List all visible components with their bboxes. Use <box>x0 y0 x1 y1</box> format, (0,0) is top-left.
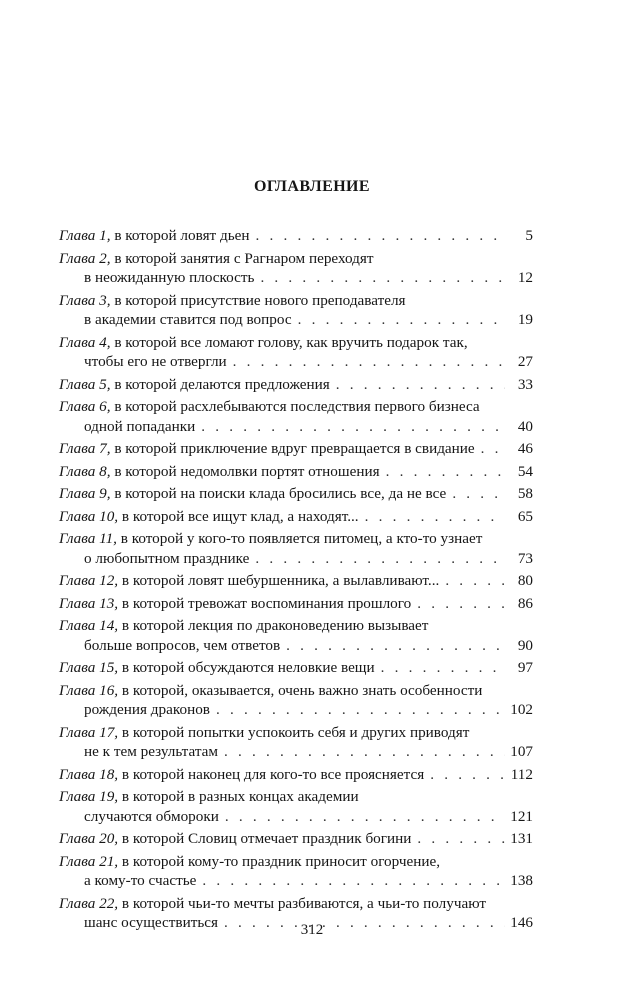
toc-entry[interactable] <box>59 529 533 568</box>
toc-page-number: 12 <box>517 269 533 286</box>
page-number: 312 <box>300 922 324 938</box>
toc-page-number: 46 <box>517 440 533 457</box>
toc-page-number: 90 <box>517 636 533 654</box>
chapter-description: в которой в разных концах академии <box>121 788 359 805</box>
toc-entry-line <box>59 375 533 395</box>
dot-leader <box>336 375 505 395</box>
toc-entry-line <box>59 529 533 549</box>
toc-entry-line <box>59 417 533 437</box>
dot-leader <box>417 594 505 614</box>
chapter-description: а кому-то счастье <box>84 872 197 889</box>
toc-entry-text <box>59 658 375 678</box>
toc-page-number: 19 <box>517 311 533 328</box>
chapter-description: случаются обмороки <box>84 807 219 825</box>
toc-entry[interactable] <box>59 226 533 246</box>
toc-page-number: 33 <box>517 375 533 393</box>
dot-leader <box>286 636 505 656</box>
toc-entry-line <box>59 397 533 417</box>
chapter-label: Глава 3, <box>59 291 111 309</box>
toc-entry-line <box>59 268 533 288</box>
toc-page-number: 65 <box>517 507 533 525</box>
chapter-label: Глава 6, <box>59 398 111 415</box>
toc-entry-line <box>59 484 533 504</box>
dot-leader <box>255 549 505 569</box>
toc-page-number: 146 <box>510 914 533 931</box>
toc-entry[interactable] <box>59 787 533 826</box>
chapter-label: Глава 15, <box>59 659 119 676</box>
toc-entry-text <box>59 765 424 785</box>
chapter-label: Глава 10, <box>59 507 119 525</box>
chapter-description: в которой ловят шебуршенника, а вылавливают... <box>121 572 440 589</box>
toc-entry-line <box>59 852 533 872</box>
toc-page-number: 97 <box>517 659 533 676</box>
toc-entry[interactable] <box>59 249 533 288</box>
dot-leader <box>417 829 505 849</box>
dot-leader <box>256 226 505 246</box>
toc-entry-line <box>59 571 533 591</box>
toc-entry-line <box>59 723 533 743</box>
chapter-description: в которой занятия с Рагнаром переходят <box>114 249 374 267</box>
toc-page-number: 54 <box>517 462 533 480</box>
chapter-description: в которой тревожат воспоминания прошлого <box>121 594 412 612</box>
toc-entry-text <box>59 682 482 699</box>
dot-leader <box>225 807 505 827</box>
toc-entry-text <box>59 375 330 395</box>
chapter-label: Глава 4, <box>59 333 111 351</box>
toc-page-number: 107 <box>510 743 533 760</box>
chapter-description: в которой ловят дьен <box>114 227 250 244</box>
chapter-label: Глава 5, <box>59 375 111 393</box>
toc-entry-text <box>59 788 359 805</box>
toc-page-number: 73 <box>517 549 533 567</box>
toc-entry-text <box>59 724 469 741</box>
chapter-description: рождения драконов <box>84 701 210 718</box>
toc-entry[interactable] <box>59 439 533 459</box>
toc-entry-line <box>59 549 533 569</box>
chapter-label: Глава 19, <box>59 788 119 805</box>
toc-page-number: 27 <box>517 353 533 370</box>
toc-page-number: 86 <box>517 594 533 612</box>
toc-entry-line <box>59 787 533 807</box>
toc-entry[interactable] <box>59 397 533 436</box>
chapter-description: в которой лекция по драконоведению вызывает <box>121 617 429 634</box>
toc-entry-line <box>59 700 533 720</box>
toc-entry-line <box>59 333 533 353</box>
toc-entry-text <box>59 594 411 614</box>
toc-entry-text <box>59 484 446 504</box>
chapter-label: Глава 11, <box>59 530 117 547</box>
toc-entry-line <box>59 681 533 701</box>
toc-entry-text <box>84 268 254 288</box>
chapter-description: чтобы его не отвергли <box>84 353 227 370</box>
toc-entry-text <box>59 226 250 246</box>
dot-leader <box>201 417 505 437</box>
toc-entry-line <box>59 507 533 527</box>
toc-page-number: 58 <box>517 485 533 502</box>
chapter-description: в которой наконец для кого-то все проясняется <box>121 765 425 783</box>
chapter-description: в которой все ищут клад, а находят... <box>121 507 359 525</box>
chapter-label: Глава 18, <box>59 765 119 783</box>
dot-leader <box>202 871 505 891</box>
toc-entry-text <box>59 292 406 309</box>
toc-page-number: 80 <box>517 572 533 589</box>
chapter-label: Глава 22, <box>59 894 119 912</box>
toc-entry-line <box>59 765 533 785</box>
chapter-description: в которой Словиц отмечает праздник богини <box>121 830 412 847</box>
table-of-contents <box>59 226 533 936</box>
dot-leader <box>233 352 505 372</box>
dot-leader <box>386 462 505 482</box>
chapter-description: в академии ставится под вопрос <box>84 311 292 328</box>
toc-entry-text <box>59 895 486 912</box>
toc-entry-line <box>59 594 533 614</box>
toc-entry[interactable] <box>59 852 533 891</box>
chapter-description: в которой кому-то праздник приносит огорчение, <box>121 852 441 870</box>
chapter-label: Глава 8, <box>59 462 111 480</box>
dot-leader <box>365 507 505 527</box>
toc-entry-text <box>59 462 380 482</box>
toc-entry-text <box>59 250 373 267</box>
chapter-description: в которой у кого-то появляется питомец, а кто-то узнает <box>120 530 483 547</box>
chapter-description: шанс осуществиться <box>84 914 218 931</box>
toc-entry[interactable] <box>59 571 533 591</box>
chapter-description: в которой все ломают голову, как вручить подарок так, <box>114 333 468 351</box>
chapter-description: не к тем результатам <box>84 743 219 760</box>
toc-entry-line <box>59 871 533 891</box>
toc-page-number: 121 <box>510 807 533 825</box>
chapter-description: в которой недомолвки портят отношения <box>114 462 380 480</box>
toc-entry-text <box>84 352 227 372</box>
chapter-label: Глава 14, <box>59 617 119 634</box>
toc-entry-line <box>59 462 533 482</box>
chapter-label: Глава 7, <box>59 440 111 457</box>
chapter-label: Глава 21, <box>59 852 119 870</box>
toc-page-number: 40 <box>517 417 533 435</box>
toc-entry-text <box>59 853 440 870</box>
toc-entry-text <box>59 829 411 849</box>
toc-page-number: 102 <box>510 701 533 718</box>
toc-page-number: 131 <box>510 830 533 847</box>
dot-leader <box>430 765 505 785</box>
toc-entry-text <box>59 398 480 415</box>
toc-entry-text <box>59 530 482 547</box>
toc-entry-line <box>59 742 533 762</box>
chapter-description: больше вопросов, чем ответов <box>84 636 281 654</box>
toc-entry-text <box>84 807 219 827</box>
toc-entry-text <box>84 417 195 437</box>
toc-entry-text <box>84 549 249 569</box>
dot-leader <box>298 310 505 330</box>
toc-entry-text <box>84 310 292 330</box>
toc-entry-text <box>59 617 428 634</box>
toc-entry-text <box>59 571 439 591</box>
toc-entry-text <box>59 439 475 459</box>
toc-entry-line <box>59 439 533 459</box>
toc-entry[interactable] <box>59 291 533 330</box>
toc-entry[interactable] <box>59 681 533 720</box>
toc-entry-text <box>84 700 210 720</box>
toc-entry[interactable] <box>59 829 533 849</box>
chapter-description: в которой, оказывается, очень важно знать особенности <box>121 681 483 699</box>
toc-entry-line <box>59 291 533 311</box>
chapter-label: Глава 9, <box>59 485 111 502</box>
chapter-label: Глава 1, <box>59 227 111 244</box>
toc-entry-text <box>84 871 196 891</box>
dot-leader <box>452 484 505 504</box>
chapter-label: Глава 20, <box>59 830 119 847</box>
toc-entry[interactable] <box>59 723 533 762</box>
dot-leader <box>216 700 505 720</box>
toc-entry-line <box>59 829 533 849</box>
toc-entry-line <box>59 658 533 678</box>
chapter-description: в которой чьи-то мечты разбиваются, а чьи-то получают <box>121 894 487 912</box>
toc-entry[interactable] <box>59 484 533 504</box>
dot-leader <box>445 571 505 591</box>
dot-leader <box>260 268 505 288</box>
toc-entry-line <box>59 807 533 827</box>
toc-entry-line <box>59 352 533 372</box>
chapter-label: Глава 13, <box>59 594 119 612</box>
toc-entry-line <box>59 249 533 269</box>
toc-entry[interactable] <box>59 658 533 678</box>
dot-leader <box>481 439 505 459</box>
toc-entry-text <box>84 636 280 656</box>
chapter-description: в которой приключение вдруг превращается в свидание <box>114 440 475 457</box>
toc-entry-line <box>59 616 533 636</box>
toc-entry-line <box>59 636 533 656</box>
chapter-description: в которой расхлебываются последствия первого бизнеса <box>114 398 480 415</box>
chapter-description: одной попаданки <box>84 417 196 435</box>
chapter-description: в которой попытки успокоить себя и других приводят <box>121 723 470 741</box>
chapter-label: Глава 12, <box>59 572 119 589</box>
chapter-description: в которой обсуждаются неловкие вещи <box>121 659 375 676</box>
toc-entry[interactable] <box>59 616 533 655</box>
toc-page-number: 138 <box>510 872 533 889</box>
dot-leader <box>381 658 505 678</box>
toc-entry-line <box>59 894 533 914</box>
toc-page-number: 112 <box>510 765 533 783</box>
toc-entry[interactable] <box>59 333 533 372</box>
toc-entry[interactable] <box>59 507 533 527</box>
chapter-description: о любопытном празднике <box>84 549 250 567</box>
toc-entry-line <box>59 226 533 246</box>
chapter-label: Глава 16, <box>59 681 119 699</box>
toc-entry-text <box>59 334 468 351</box>
dot-leader <box>224 742 505 762</box>
toc-entry-text <box>84 742 218 762</box>
toc-entry[interactable] <box>59 375 533 395</box>
toc-entry-text <box>59 507 359 527</box>
toc-page-number: 5 <box>525 227 533 244</box>
chapter-label: Глава 17, <box>59 723 119 741</box>
chapter-description: в которой присутствие нового преподавателя <box>114 291 406 309</box>
chapter-description: в которой на поиски клада бросились все, да не все <box>114 485 447 502</box>
page-title: ОГЛАВЛЕНИЕ <box>254 178 370 195</box>
toc-entry[interactable] <box>59 594 533 614</box>
toc-entry[interactable] <box>59 462 533 482</box>
toc-entry-line <box>59 310 533 330</box>
chapter-description: в неожиданную плоскость <box>84 269 255 286</box>
toc-entry[interactable] <box>59 765 533 785</box>
chapter-description: в которой делаются предложения <box>114 375 330 393</box>
chapter-label: Глава 2, <box>59 249 111 267</box>
